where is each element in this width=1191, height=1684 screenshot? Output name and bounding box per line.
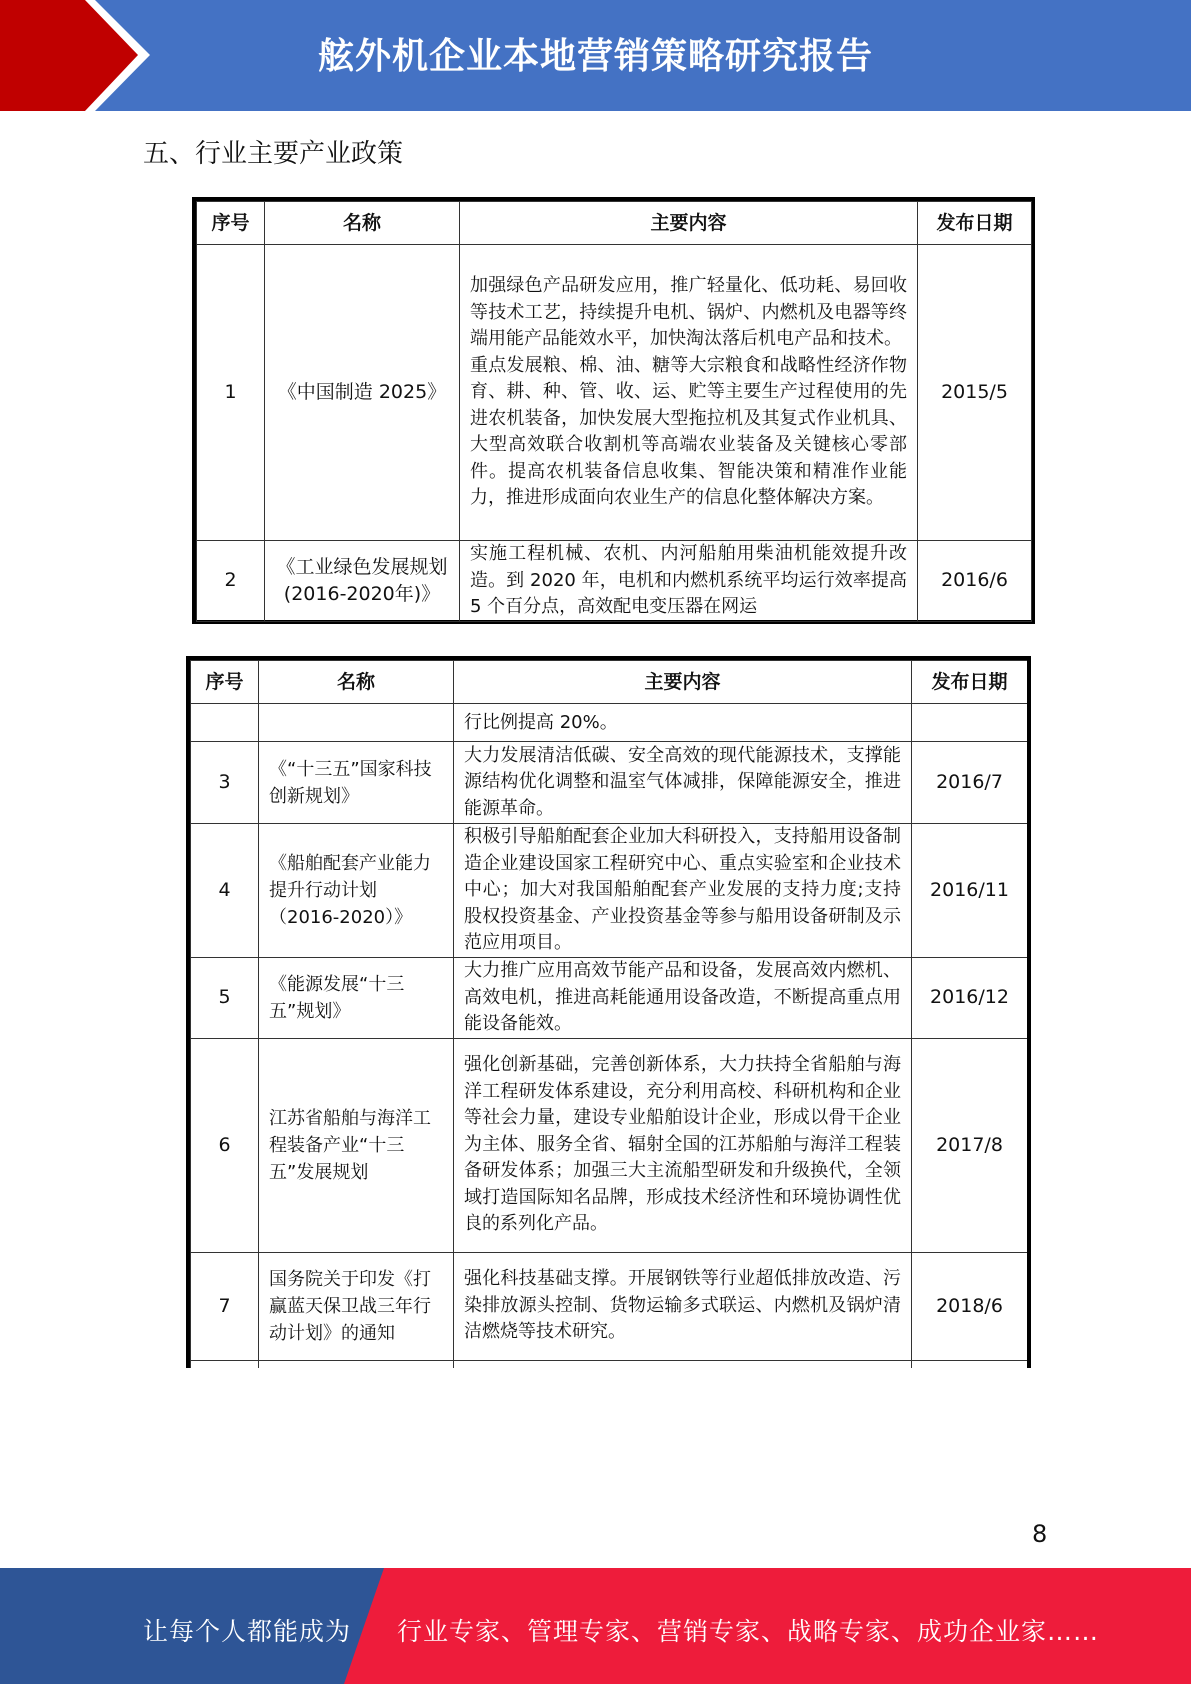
page-footer: [0, 1568, 1191, 1684]
row-name: 《工业绿色发展规划(2016-2020年)》: [265, 541, 460, 622]
header-name: 名称: [259, 661, 454, 704]
row-no: 1: [197, 245, 265, 541]
row-date: 2016/6: [918, 541, 1032, 622]
table-row-cut-off: [191, 1360, 1028, 1368]
header-content: 主要内容: [460, 202, 918, 245]
row-content: 积极引导船舶配套企业加大科研投入，支持船用设备制造企业建设国家工程研究中心、重点实验室和企业技术中心；加大对我国船舶配套产业发展的支持力度;支持股权投资基金、产业投资基金等参与船用设备研制及示范应用项目。: [454, 824, 912, 958]
policy-table-1: [192, 197, 1035, 624]
table-row: [191, 824, 1028, 958]
row-date: [912, 704, 1028, 742]
row-content: 大力发展清洁低碳、安全高效的现代能源技术，支撑能源结构优化调整和温室气体减排，保障能源安全，推进能源革命。: [454, 742, 912, 824]
row-date: 2016/12: [912, 958, 1028, 1039]
row-date: 2015/5: [918, 245, 1032, 541]
row-content: 强化科技基础支撑。开展钢铁等行业超低排放改造、污染排放源头控制、货物运输多式联运、内燃机及锅炉清洁燃烧等技术研究。: [454, 1252, 912, 1360]
header-no: 序号: [197, 202, 265, 245]
table-row: [191, 958, 1028, 1039]
header-content: 主要内容: [454, 661, 912, 704]
header-title: 舷外机企业本地营销策略研究报告: [317, 36, 873, 77]
table-row: [191, 742, 1028, 824]
table-row: [197, 541, 1032, 622]
row-no: 7: [191, 1252, 259, 1360]
row-no: 6: [191, 1038, 259, 1252]
row-name: 江苏省船舶与海洋工程装备产业“十三五”发展规划: [259, 1038, 454, 1252]
footer-slogan-right: 行业专家、管理专家、营销专家、战略专家、成功企业家……: [397, 1617, 1100, 1646]
row-no: [191, 704, 259, 742]
row-no: 2: [197, 541, 265, 622]
header-name: 名称: [265, 202, 460, 245]
row-name: 国务院关于印发《打赢蓝天保卫战三年行动计划》的通知: [259, 1252, 454, 1360]
header-date: 发布日期: [912, 661, 1028, 704]
table-row: [191, 704, 1028, 742]
row-name: 《船舶配套产业能力提升行动计划（2016-2020）》: [259, 824, 454, 958]
row-no: 3: [191, 742, 259, 824]
page-header: [0, 0, 1191, 111]
row-content: 加强绿色产品研发应用，推广轻量化、低功耗、易回收等技术工艺，持续提升电机、锅炉、内燃机及电器等终端用能产品能效水平，加快淘汰落后机电产品和技术。 重点发展粮、棉、油、糖等大宗粮食和战略性经济作物育、耕、种、管、收、运、贮等主要生产过程使用的先进农机装备，加快发展大型拖拉机及其复式作业机具、大型高效联合收割机等高端农业装备及关键核心零部件。提高农机装备信息收集、智能决策和精准作业能力，推进形成面向农业生产的信息化整体解决方案。: [460, 245, 918, 541]
row-name: 《中国制造 2025》: [265, 245, 460, 541]
row-name: 《“十三五”国家科技创新规划》: [259, 742, 454, 824]
row-date: 2016/7: [912, 742, 1028, 824]
row-name: 《能源发展“十三五”规划》: [259, 958, 454, 1039]
row-content: 行比例提高 20%。: [454, 704, 912, 742]
header-date: 发布日期: [918, 202, 1032, 245]
table-header-row: [191, 661, 1028, 704]
row-date: 2017/8: [912, 1038, 1028, 1252]
policy-table-1-grid: [196, 201, 1032, 622]
table-row: [191, 1038, 1028, 1252]
page-number: 8: [1032, 1520, 1048, 1548]
policy-table-2-grid: [190, 660, 1028, 1368]
row-content: 强化创新基础，完善创新体系，大力扶持全省船舶与海洋工程研发体系建设，充分利用高校、科研机构和企业等社会力量，建设专业船舶设计企业，形成以骨干企业为主体、服务全省、辐射全国的江苏船舶与海洋工程装备研发体系；加强三大主流船型研发和升级换代，全领域打造国际知名品牌，形成技术经济性和环境协调性优良的系列化产品。: [454, 1038, 912, 1252]
row-content: 实施工程机械、农机、内河船舶用柴油机能效提升改造。到 2020 年，电机和内燃机系统平均运行效率提高 5 个百分点，高效配电变压器在网运: [460, 541, 918, 622]
row-no: 4: [191, 824, 259, 958]
table-row: [197, 245, 1032, 541]
table-header-row: [197, 202, 1032, 245]
row-date: 2016/11: [912, 824, 1028, 958]
row-no: 5: [191, 958, 259, 1039]
row-content: 大力推广应用高效节能产品和设备，发展高效内燃机、高效电机，推进高耗能通用设备改造，不断提高重点用能设备能效。: [454, 958, 912, 1039]
row-name: [259, 704, 454, 742]
table-row: [191, 1252, 1028, 1360]
header-no: 序号: [191, 661, 259, 704]
row-date: 2018/6: [912, 1252, 1028, 1360]
footer-slogan-left: 让每个人都能成为: [143, 1617, 352, 1646]
section-title: 五、行业主要产业政策: [143, 139, 404, 169]
policy-table-2: [186, 656, 1031, 1368]
